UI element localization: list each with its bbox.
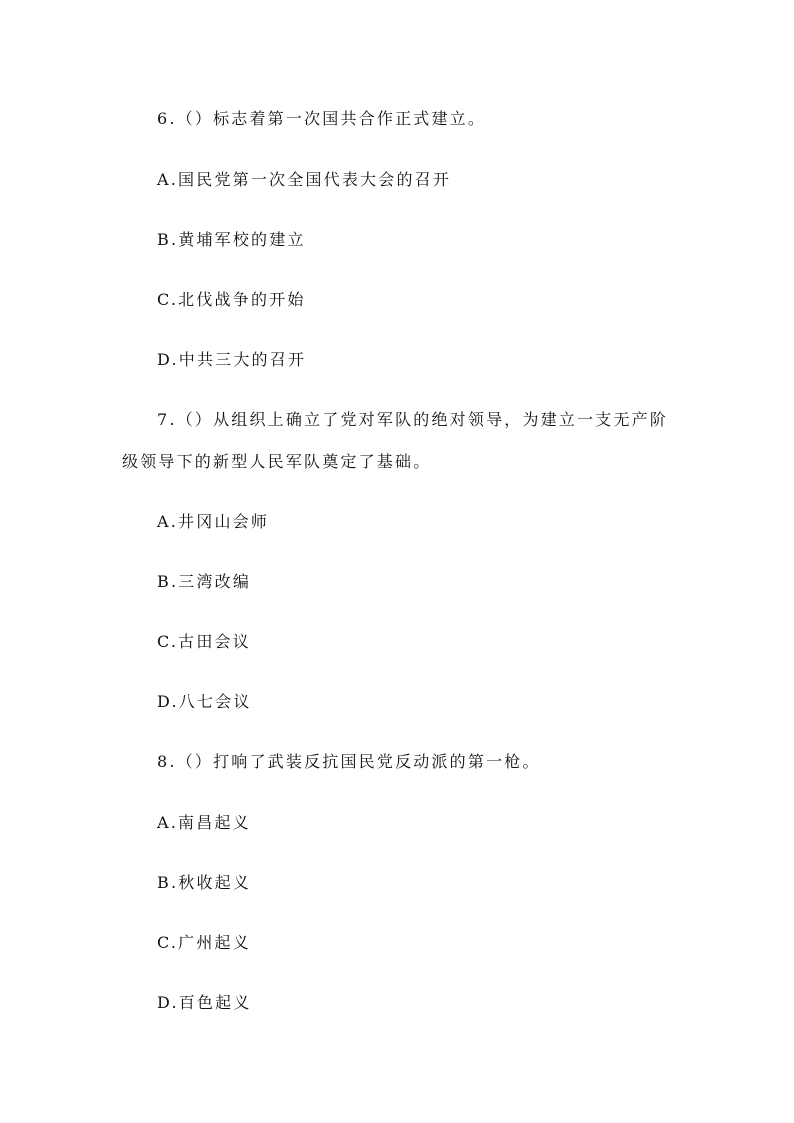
- question-6-option-d: D.中共三大的召开: [157, 350, 307, 369]
- question-6-option-b: B.黄埔军校的建立: [157, 230, 306, 249]
- question-8-option-d: D.百色起义: [157, 993, 252, 1012]
- question-7-stem: 7.（）从组织上确立了党对军队的绝对领导，为建立一支无产阶: [157, 410, 669, 429]
- question-7-option-d: D.八七会议: [157, 692, 252, 711]
- question-8-option-a: A.南昌起义: [157, 813, 251, 832]
- question-8-option-b: B.秋收起义: [157, 873, 252, 892]
- question-8-option-c: C.广州起义: [157, 933, 251, 952]
- question-7-option-a: A.井冈山会师: [157, 512, 270, 531]
- question-6-option-a: A.国民党第一次全国代表大会的召开: [157, 170, 452, 189]
- question-6-stem: 6.（）标志着第一次国共合作正式建立。: [157, 109, 487, 128]
- question-7-option-b: B.三湾改编: [157, 572, 252, 591]
- question-6-option-c: C.北伐战争的开始: [157, 290, 306, 309]
- question-7-stem-continued: 级领导下的新型人民军队奠定了基础。: [122, 452, 432, 471]
- question-7-option-c: C.古田会议: [157, 632, 251, 651]
- question-8-stem: 8.（）打响了武装反抗国民党反动派的第一枪。: [157, 752, 541, 771]
